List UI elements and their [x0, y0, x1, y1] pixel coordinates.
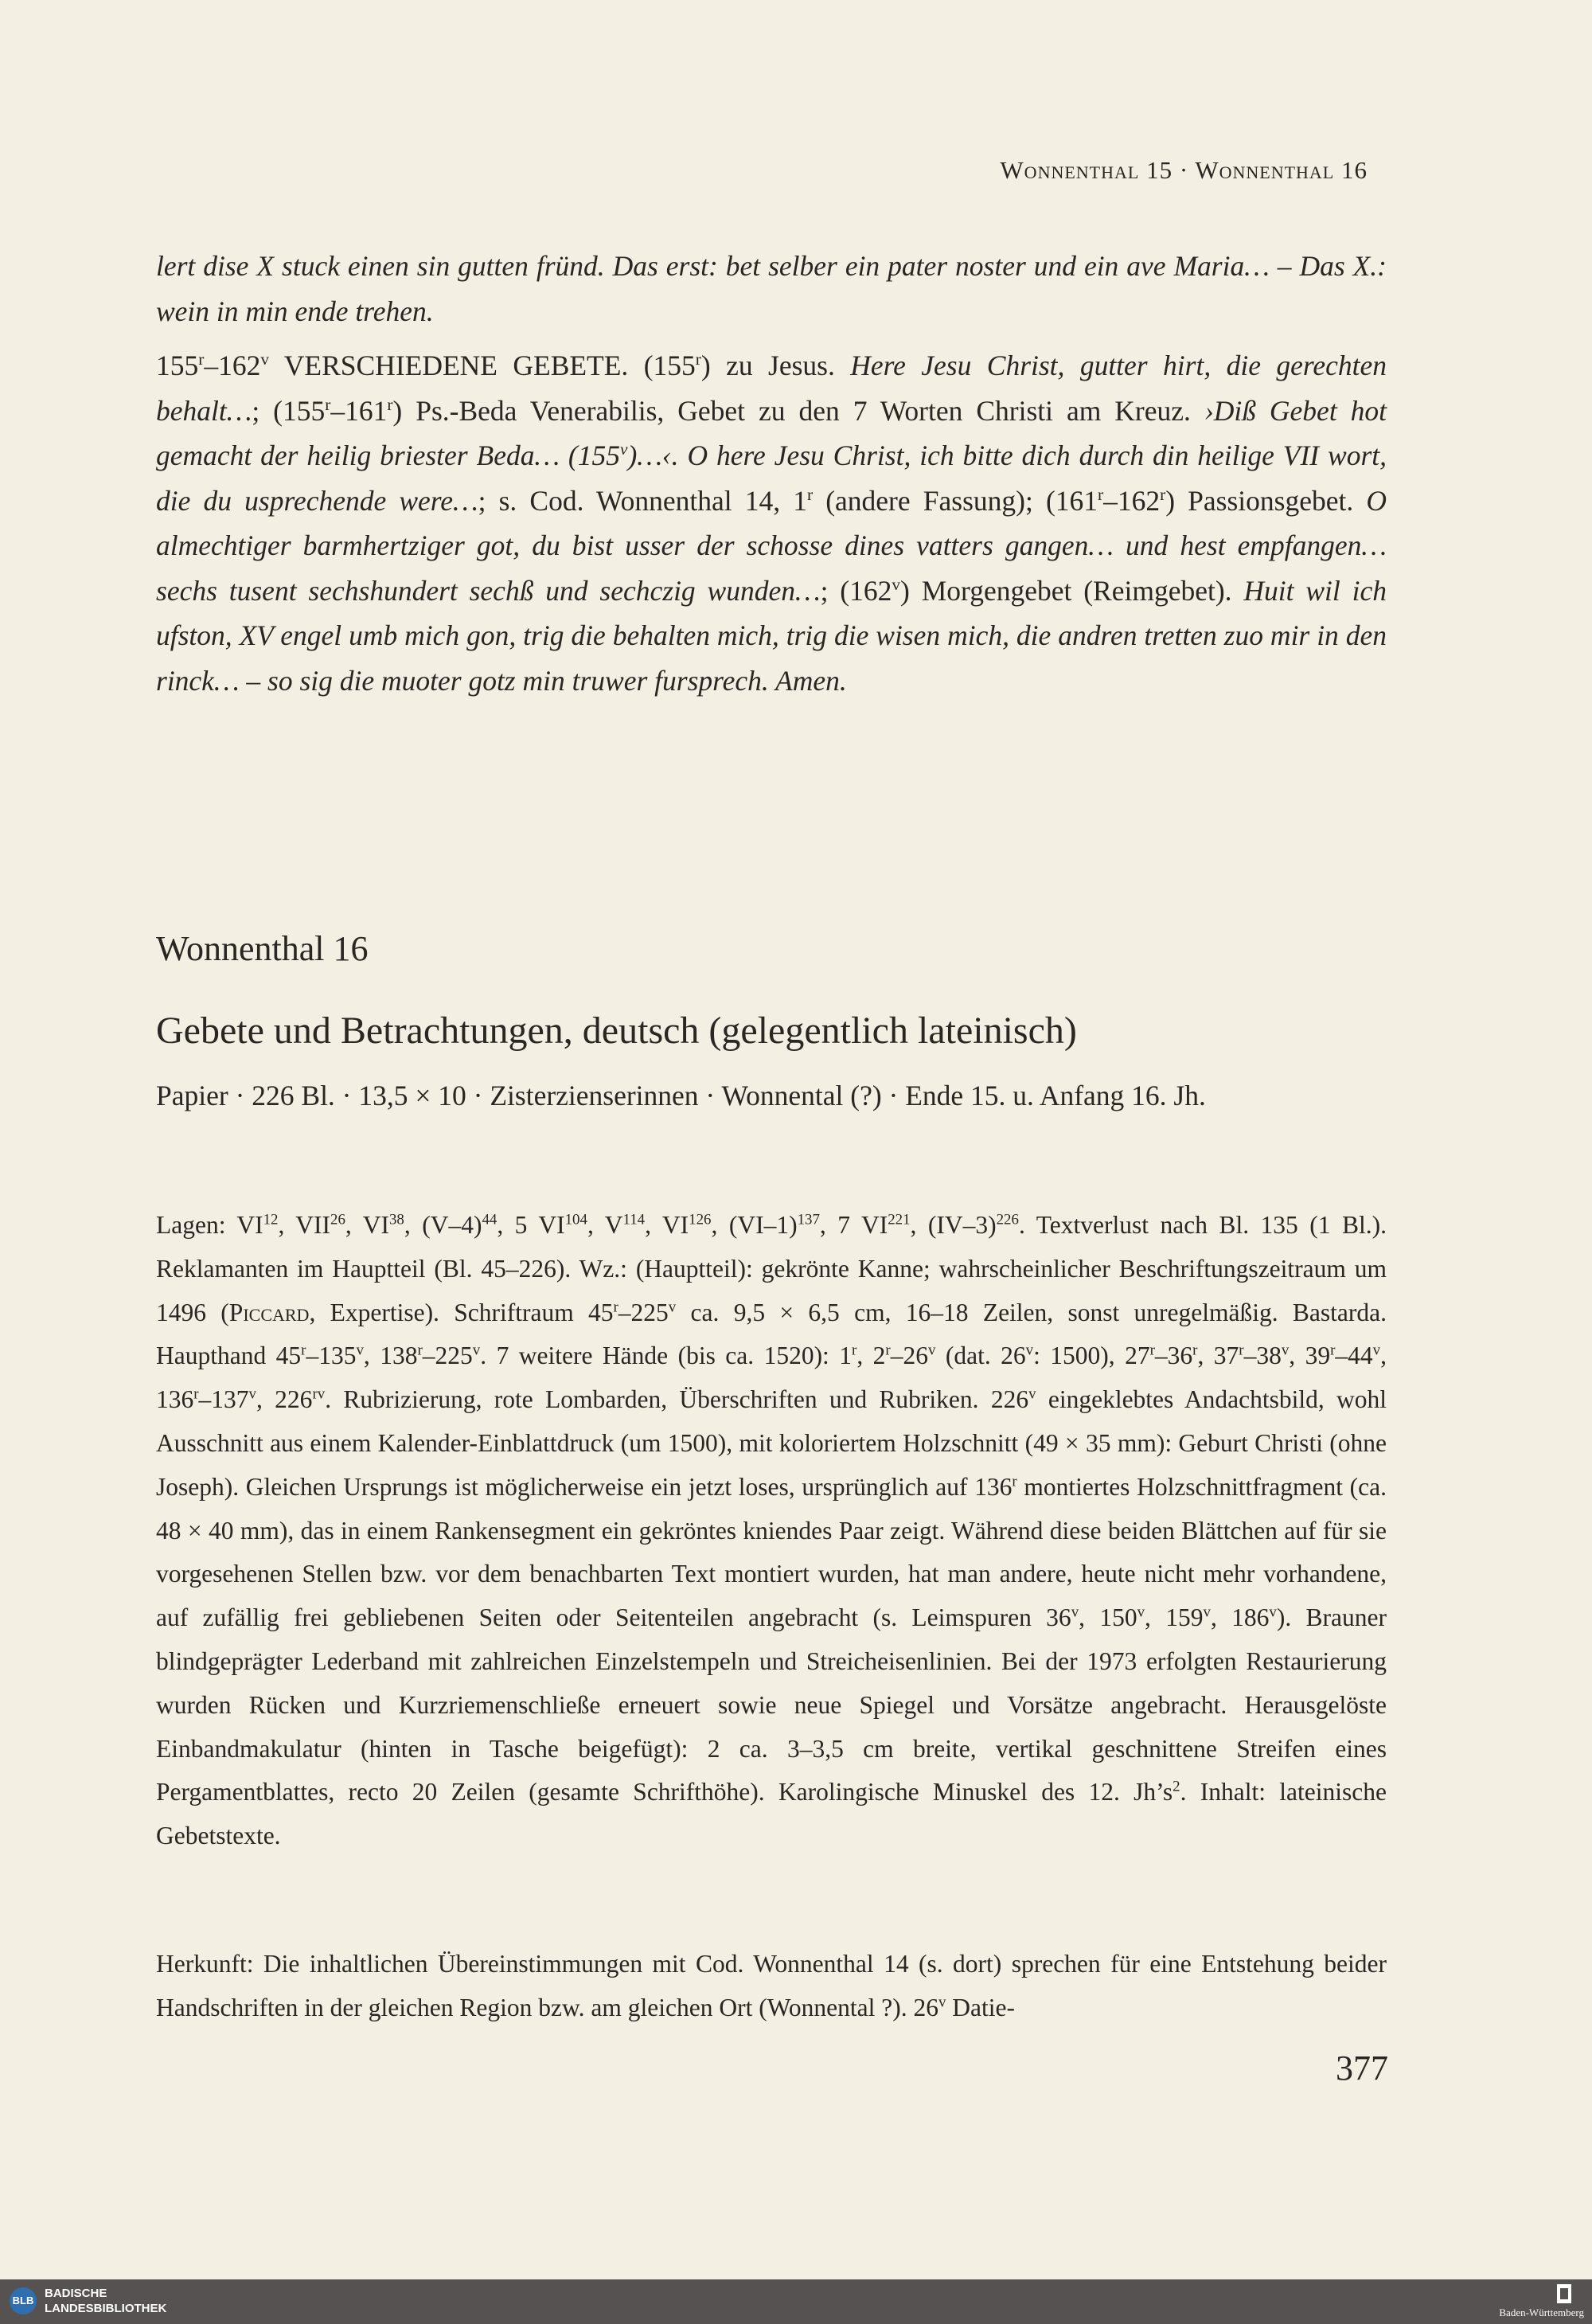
entry-herkunft-paragraph: Herkunft: Die inhaltlichen Übereinstimmungen mit Cod. Wonnenthal 14 (s. dort) sprechen für eine Entstehung beider Handschriften in der gleichen Region bzw. am gleichen Ort (Wonnental ?). 26$^v$ Datie- — [156, 1950, 1387, 2021]
previous-entry — [156, 244, 1387, 713]
entry-title: Gebete und Betrachtungen, deutsch (gelegentlich lateinisch) — [156, 1010, 1077, 1052]
blb-logo-icon: BLB — [10, 2287, 37, 2314]
page-number: 377 — [1336, 2049, 1388, 2088]
entry-description — [156, 1204, 1387, 1858]
running-head: Wonnenthal 15 · Wonnenthal 16 — [1000, 156, 1368, 184]
coat-of-arms-icon — [1557, 2284, 1571, 2303]
state-name: Baden-Württemberg — [1499, 2306, 1584, 2318]
entry-shelfmark: Wonnenthal 16 — [156, 929, 369, 968]
previous-entry-continuation: lert dise X stuck einen sin gutten fründ. Das erst: bet selber ein pater noster und ein ave Maria… – Das X.: wein in min ende trehen. — [156, 250, 1387, 327]
footer-bar — [0, 2279, 1592, 2324]
entry-lagen-paragraph: Lagen: VI$^{12}$, VII$^{26}$, VI$^{38}$, $(V-4)^{44}$, 5 VI$^{104}$, $V^{114}$, VI$^{126}$, $(VI-1)^{137}$, 7 VI$^{221}$, $(IV-3)^{226}$. Textverlust nach Bl. 135 (1 Bl.). Reklamanten im Hauptteil (Bl. 45–226). Wz.: (Hauptteil): gekrönte Kanne; wahrscheinlicher Beschriftungszeitraum um 1496 (Piccard, Expertise). Schriftraum 45$^r$–225$^v$ ca. 9,5 × 6,5 cm, 16–18 Zeilen, sonst unregelmäßig. Bastarda. Haupthand 45$^r$–135$^v$, 138$^r$–225$^v$. 7 weitere Hände (bis ca. 1520): 1$^r$, 2$^r$–26$^v$ (dat. 26$^v$: 1500), 27$^r$–36$^r$, 37$^r$–38$^v$, 39$^r$–44$^v$, 136$^r$–137$^v$, $226^{rv}$. Rubrizierung, rote Lombarden, Überschriften und Rubriken. 226$^v$ eingeklebtes Andachtsbild, wohl Ausschnitt aus einem Kalender-Einblattdruck (um 1500), mit koloriertem Holzschnitt (49 × 35 mm): Geburt Christi (ohne Joseph). Gleichen Ursprungs ist möglicherweise ein jetzt loses, ursprünglich auf 136$^r$ montiertes Holzschnittfragment (ca. 48 × 40 mm), das in einem Rankensegment ein gekröntes kniendes Paar zeigt. Während diese beiden Blättchen auf für sie vorgesehenen Stellen bzw. vor dem benachbarten Text montiert wurden, hat man andere, heute nicht mehr vorhandene, auf zufällig frei gebliebenen Seiten oder Seitenteilen angebracht (s. Leimspuren 36$^v$, 150$^v$, 159$^v$, 186$^v$). Brauner blindgeprägter Lederband mit zahlreichen Einzelstempeln und Streicheisenlinien. Bei der 1973 erfolgten Restaurierung wurden Rücken und Kurzriemenschließe erneuert sowie neue Spiegel und Vorsätze angebracht. Herausgelöste Einbandmakulatur (hinten in Tasche beigefügt): 2 ca. 3–3,5 cm breite, vertikal geschnittene Streifen eines Pergamentblattes, recto 20 Zeilen (gesamte Schrifthöhe). Karolingische Minuskel des 12. $Jh’s^2$. Inhalt: lateinische Gebetstexte. — [156, 1211, 1387, 1850]
entry-provenance — [156, 1943, 1387, 2030]
previous-entry-prayers: 155$^r$–162$^v$ VERSCHIEDENE GEBETE. (155$^r$) zu Jesus. Here Jesu Christ, gutter hirt, die gerechten behalt…; (155$^r$–161$^r$) Ps.-Beda Venerabilis, Gebet zu den 7 Worten Christi am Kreuz. ›Diß Gebet hot gemacht der heilig briester Beda… (155$^v$)…‹. O here Jesu Christ, ich bitte dich durch din heilige VII wort, die du usprechende were…; s. Cod. Wonnenthal 14, 1$^r$ (andere Fassung); (161$^r$–162$^r$) Passionsgebet. O almechtiger barmhertziger got, du bist usser der schosse dines vatters gangen… und hest empfangen… sechs tusent sechshundert sechß und sechczig wunden…; (162$^v$) Morgengebet (Reimgebet). Huit wil ich ufston, XV engel umb mich gon, trig die behalten mich, trig die wisen mich, die andren tretten zuo mir in den rinck… – so sig die muoter gotz min truwer fursprech. Amen. — [156, 349, 1387, 697]
library-name-line1: BADISCHE — [45, 2287, 107, 2300]
entry-meta: Papier · 226 Bl. · 13,5 × 10 · Zisterzienserinnen · Wonnental (?) · Ende 15. u. Anfang 16. Jh. — [156, 1080, 1206, 1111]
library-name-line2: LANDESBIBLIOTHEK — [45, 2302, 167, 2315]
